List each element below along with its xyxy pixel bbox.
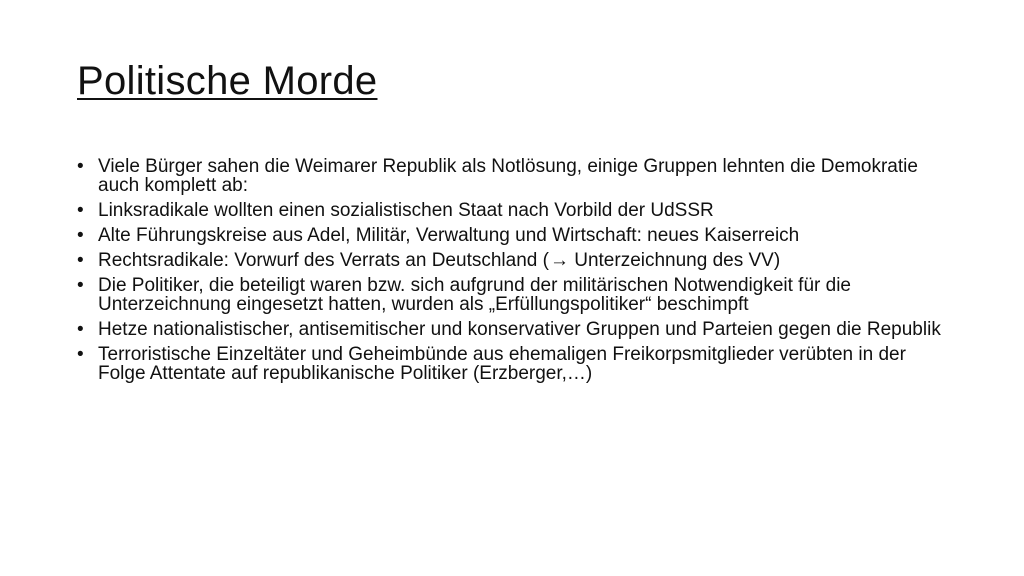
bullet-text: Hetze nationalistischer, antisemitischer und konservativer Gruppen und Parteien gegen die Republik [98, 319, 941, 340]
bullet-dot-icon: • [77, 225, 84, 246]
arrow-right-icon: → [549, 250, 569, 271]
bullet-item [77, 201, 957, 220]
bullet-text: Alte Führungskreise aus Adel, Militär, Verwaltung und Wirtschaft: neues Kaiserreich [98, 225, 800, 246]
slide-title: Politische Morde [77, 59, 378, 103]
bullet-list [77, 157, 957, 389]
bullet-text-after: Unterzeichnung des VV) [568, 250, 781, 271]
bullet-item [77, 345, 957, 383]
bullet-dot-icon: • [77, 275, 84, 296]
bullet-text: Linksradikale wollten einen sozialistischen Staat nach Vorbild der UdSSR [98, 200, 714, 221]
bullet-dot-icon: • [77, 344, 84, 365]
bullet-dot-icon: • [77, 250, 84, 271]
bullet-text: Viele Bürger sahen die Weimarer Republik als Notlösung, einige Gruppen lehnten die Demokratie auch komplett ab: [98, 156, 918, 196]
bullet-item [77, 320, 957, 339]
bullet-dot-icon: • [77, 319, 84, 340]
bullet-item [77, 276, 957, 314]
bullet-item [77, 226, 957, 245]
bullet-item [77, 251, 957, 270]
bullet-dot-icon: • [77, 200, 84, 221]
bullet-dot-icon: • [77, 156, 84, 177]
bullet-item [77, 157, 957, 195]
bullet-text: Die Politiker, die beteiligt waren bzw. sich aufgrund der militärischen Notwendigkeit für die Unterzeichnung eingesetzt hatten, wurden als „Erfüllungspolitiker“ beschimpft [98, 275, 851, 315]
bullet-text [98, 250, 780, 271]
bullet-text: Terroristische Einzeltäter und Geheimbünde aus ehemaligen Freikorpsmitglieder verübten in der Folge Attentate auf republikanische Politiker (Erzberger,…) [98, 344, 906, 384]
bullet-text-before: Rechtsradikale: Vorwurf des Verrats an Deutschland ( [98, 250, 549, 271]
